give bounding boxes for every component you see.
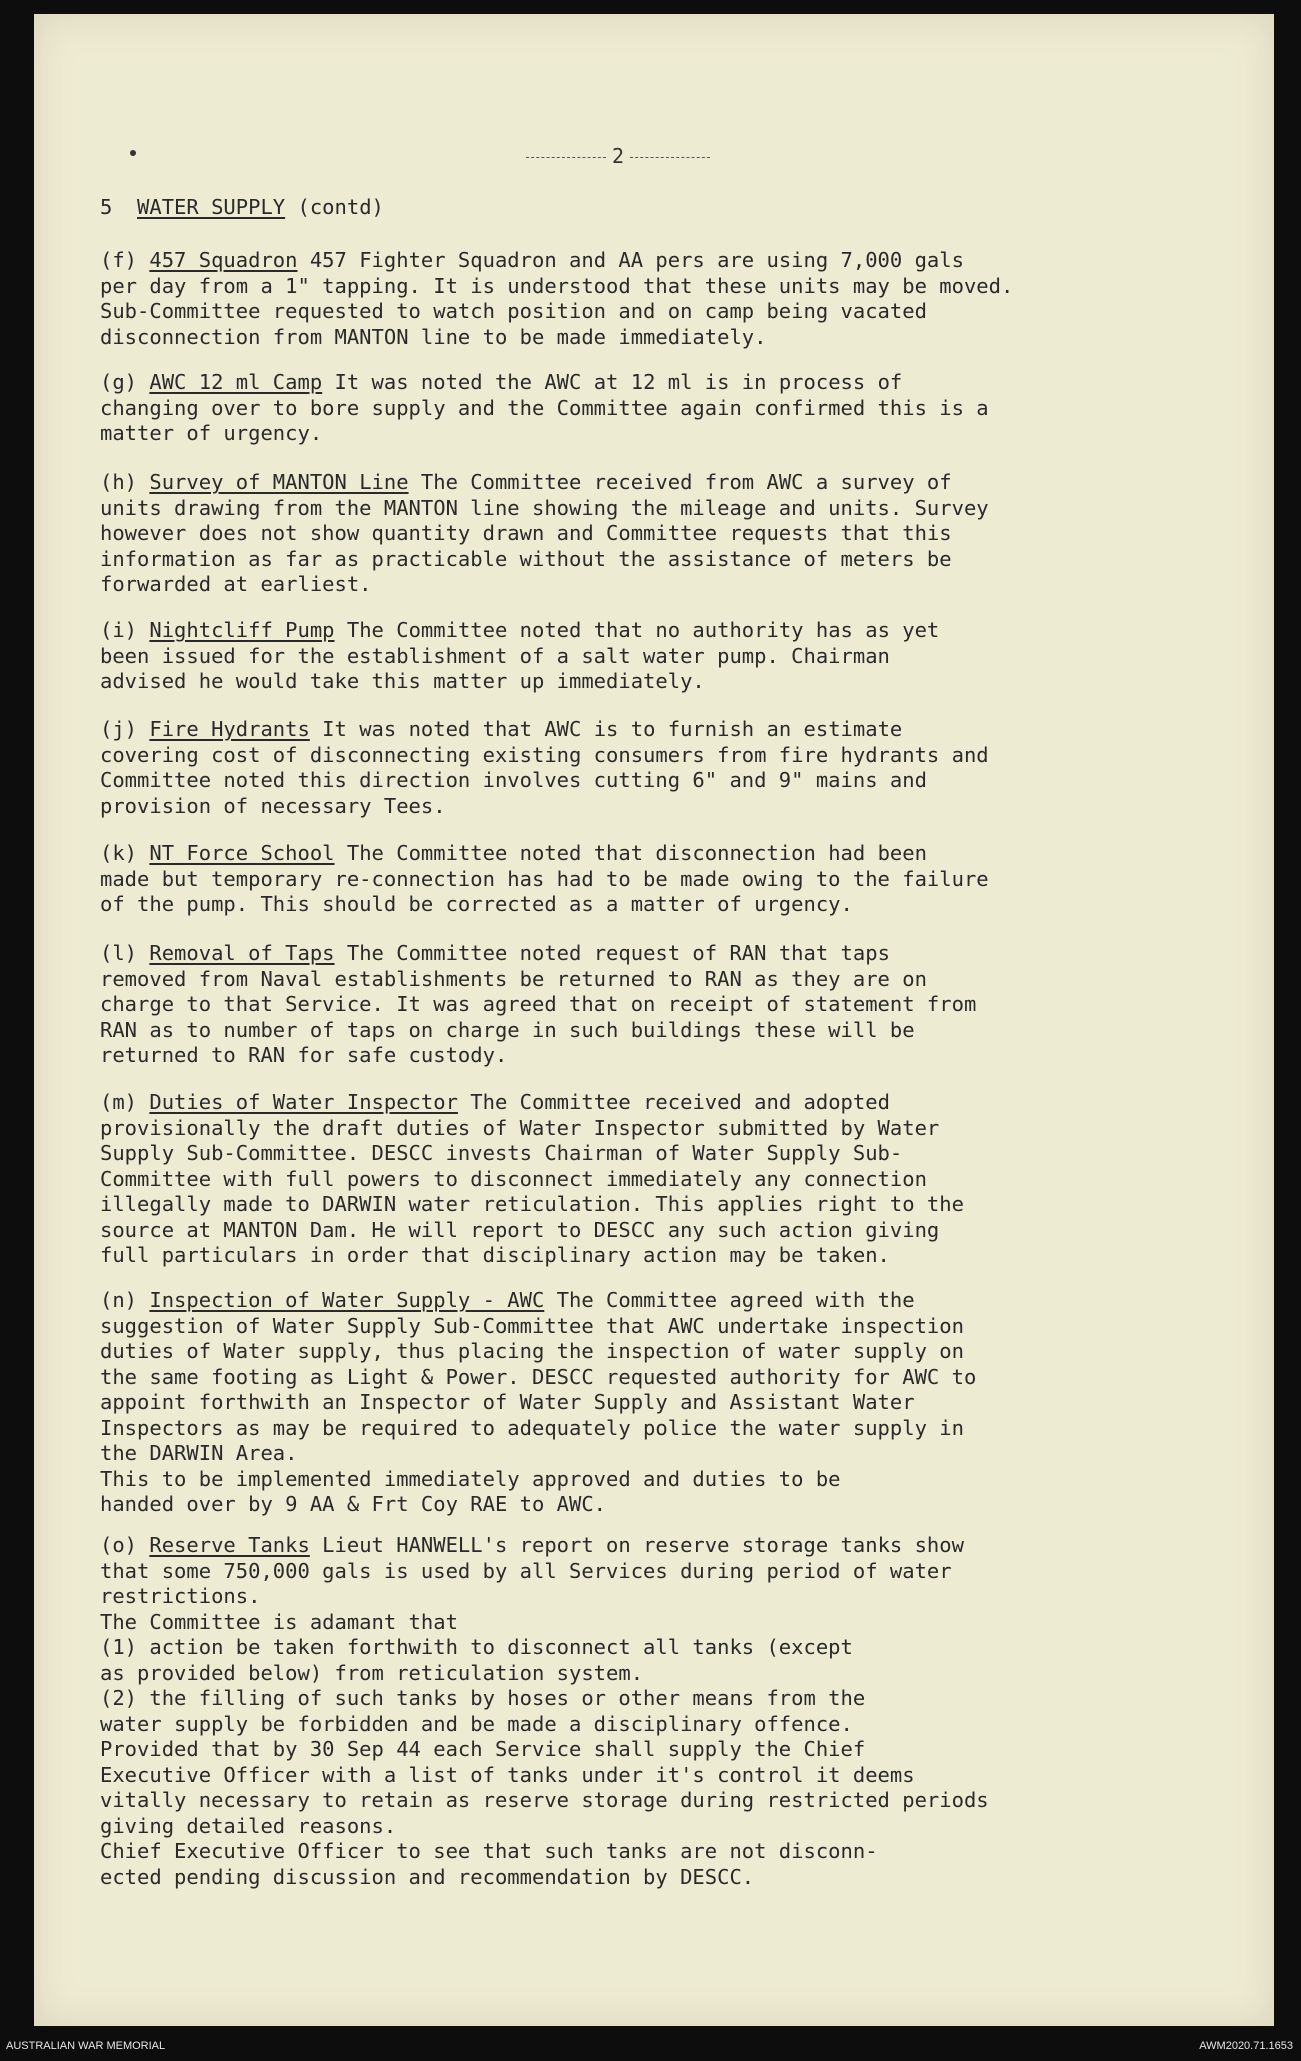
paragraph-heading: Survey of MANTON Line	[149, 470, 409, 494]
paragraph-body: The Committee received from AWC a survey of units drawing from the MANTON line showing the mileage and units. Survey however does not show quantity drawn and Committee requests that this information as far as practicable without the assistance of meters be forwarded at earliest.	[100, 470, 989, 596]
paragraph-label: (m)	[100, 1090, 138, 1114]
paragraph-heading: Nightcliff Pump	[149, 618, 335, 642]
paragraph-label: (h)	[100, 470, 138, 494]
paragraph-heading: Reserve Tanks	[149, 1533, 310, 1557]
paragraph-i	[100, 618, 1200, 695]
paragraph-body: 457 Fighter Squadron and AA pers are using 7,000 gals per day from a 1" tapping. It is understood that these units may be moved. Sub-Committee requested to watch position and on camp being vacated disconnection from MANTON line to be made immediately.	[100, 248, 1014, 349]
paragraph-body: It was noted the AWC at 12 ml is in process of changing over to bore supply and the Committee again confirmed this is a matter of urgency.	[100, 370, 989, 445]
page-number-dash-left	[526, 157, 606, 158]
paragraph-heading: 457 Squadron	[149, 248, 298, 272]
section-number: 5	[100, 195, 113, 219]
paragraph-label: (g)	[100, 370, 138, 394]
paragraph-heading: Duties of Water Inspector	[149, 1090, 458, 1114]
paragraph-body: Lieut HANWELL's report on reserve storage tanks show that some 750,000 gals is used by all Services during period of water restrictions. The Committee is adamant that (1) action be taken forthwith to disconnect all tanks (except as provided below) from reticulation system. (2) the filling of such tanks by hoses or other means from the water supply be forbidden and be made a disciplinary offence. Provided that by 30 Sep 44 each Service shall supply the Chief Executive Officer with a list of tanks under it's control it deems vitally necessary to retain as reserve storage during restricted periods giving detailed reasons. Chief Executive Officer to see that such tanks are not disconn- ected pending discussion and recommendation by DESCC.	[100, 1533, 989, 1889]
paragraph-label: (n)	[100, 1288, 138, 1312]
paragraph-body: The Committee noted request of RAN that taps removed from Naval establishments be returned to RAN as they are on charge to that Service. It was agreed that on receipt of statement from RAN as to number of taps on charge in such buildings these will be returned to RAN for safe custody.	[100, 941, 977, 1067]
paragraph-heading: AWC 12 ml Camp	[149, 370, 323, 394]
page-number-value: 2	[612, 144, 625, 168]
section-suffix: (contd)	[297, 195, 384, 219]
page-number	[520, 144, 716, 168]
punch-mark	[130, 150, 136, 156]
section-title: WATER SUPPLY	[137, 195, 286, 219]
paragraph-m	[100, 1090, 1200, 1269]
paragraph-body: The Committee agreed with the suggestion of Water Supply Sub-Committee that AWC undertake inspection duties of Water supply, thus placing the inspection of water supply on the same footing as Light & Power. DESCC requested authority for AWC to appoint forthwith an Inspector of Water Supply and Assistant Water Inspectors as may be required to adequately police the water supply in the DARWIN Area. This to be implemented immediately approved and duties to be handed over by 9 AA & Frt Coy RAE to AWC.	[100, 1288, 977, 1516]
section-heading	[100, 195, 384, 219]
paragraph-k	[100, 841, 1200, 918]
paragraph-g	[100, 370, 1200, 447]
footer-accession: AWM2020.71.1653	[1199, 2040, 1293, 2052]
paragraph-body: The Committee noted that no authority has as yet been issued for the establishment of a salt water pump. Chairman advised he would take this matter up immediately.	[100, 618, 940, 693]
paragraph-label: (k)	[100, 841, 138, 865]
paragraph-label: (l)	[100, 941, 138, 965]
paragraph-label: (j)	[100, 717, 138, 741]
paragraph-o	[100, 1533, 1200, 1890]
paragraph-label: (i)	[100, 618, 138, 642]
paragraph-body: The Committee received and adopted provisionally the draft duties of Water Inspector submitted by Water Supply Sub-Committee. DESCC invests Chairman of Water Supply Sub- Committee with full powers to disconnect immediately any connection illegally made to DARWIN water reticulation. This applies right to the source at MANTON Dam. He will report to DESCC any such action giving full particulars in order that disciplinary action may be taken.	[100, 1090, 964, 1267]
paragraph-h	[100, 470, 1200, 598]
paragraph-heading: NT Force School	[149, 841, 335, 865]
paragraph-body: The Committee noted that disconnection had been made but temporary re-connection has had to be made owing to the failure of the pump. This should be corrected as a matter of urgency.	[100, 841, 989, 916]
paragraph-heading: Fire Hydrants	[149, 717, 310, 741]
paragraph-n	[100, 1288, 1200, 1518]
paragraph-f	[100, 248, 1200, 350]
paragraph-l	[100, 941, 1200, 1069]
paragraph-heading: Removal of Taps	[149, 941, 335, 965]
paragraph-body: It was noted that AWC is to furnish an estimate covering cost of disconnecting existing consumers from fire hydrants and Committee noted this direction involves cutting 6" and 9" mains and provision of necessary Tees.	[100, 717, 989, 818]
paragraph-label: (f)	[100, 248, 138, 272]
paragraph-j	[100, 717, 1200, 819]
paragraph-label: (o)	[100, 1533, 138, 1557]
paragraph-heading: Inspection of Water Supply - AWC	[149, 1288, 545, 1312]
footer-source: AUSTRALIAN WAR MEMORIAL	[6, 2040, 166, 2052]
page-number-dash-right	[630, 157, 710, 158]
